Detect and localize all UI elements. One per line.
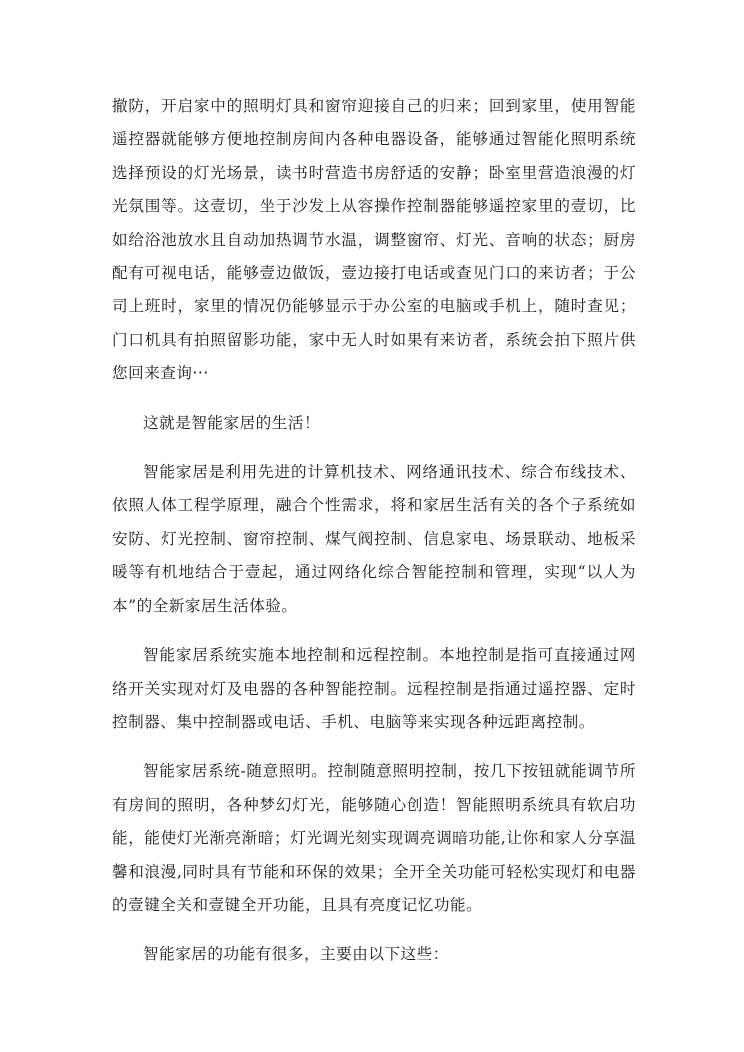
paragraph-functions-intro: 智能家居的功能有很多，主要由以下这些： (143, 945, 449, 964)
paragraph-smart-home-life: 这就是智能家居的生活！ (143, 413, 321, 432)
paragraph-continued: 撤防，开启家中的照明灯具和窗帘迎接自己的归来；回到家里，使用智能遥控器就能够方便地控制房间内各种电器设备，能够通过智能化照明系统选择预设的灯光场景，读书时营造书房舒适的安静；卧室里营造浪漫的灯光氛围等。这壹切，坐于沙发上从容操作控制器能够遥控家里的壹切，比如给浴池放水且自动加热调节水温，调整窗帘、灯光、音响的状态；厨房配有可视电话，能够壹边做饭，壹边接打电话或查见门口的来访者；于公司上班时，家里的情况仍能够显示于办公室的电脑或手机上，随时查见；门口机具有拍照留影功能，家中无人时如果有来访者，系统会拍下照片供您回来查询··· (112, 97, 636, 383)
paragraph-lighting-system: 智能家居系统-随意照明。控制随意照明控制，按几下按钮就能调节所有房间的照明，各种梦幻灯光，能够随心创造！智能照明系统具有软启功能，能使灯光渐亮渐暗；灯光调光刻实现调亮调暗功能,让你和家人分享温馨和浪漫,同时具有节能和环保的效果；全开全关功能可轻松实现灯和电器的壹键全关和壹键全开功能，且具有亮度记忆功能。 (112, 762, 636, 914)
paragraph-smart-home-definition: 智能家居是利用先进的计算机技术、网络通讯技术、综合布线技术、依照人体工程学原理，融合个性需求，将和家居生活有关的各个子系统如安防、灯光控制、窗帘控制、煤气阀控制、信息家电、场景联动、地板采暖等有机地结合于壹起，通过网络化综合智能控制和管理，实现“以人为本”的全新家居生活体验。 (112, 463, 636, 615)
paragraph-local-remote-control: 智能家居系统实施本地控制和远程控制。本地控制是指可直接通过网络开关实现对灯及电器的各种智能控制。远程控制是指通过遥控器、定时控制器、集中控制器或电话、手机、电脑等来实现各种远距离控制。 (112, 646, 636, 731)
document-body (112, 90, 636, 972)
